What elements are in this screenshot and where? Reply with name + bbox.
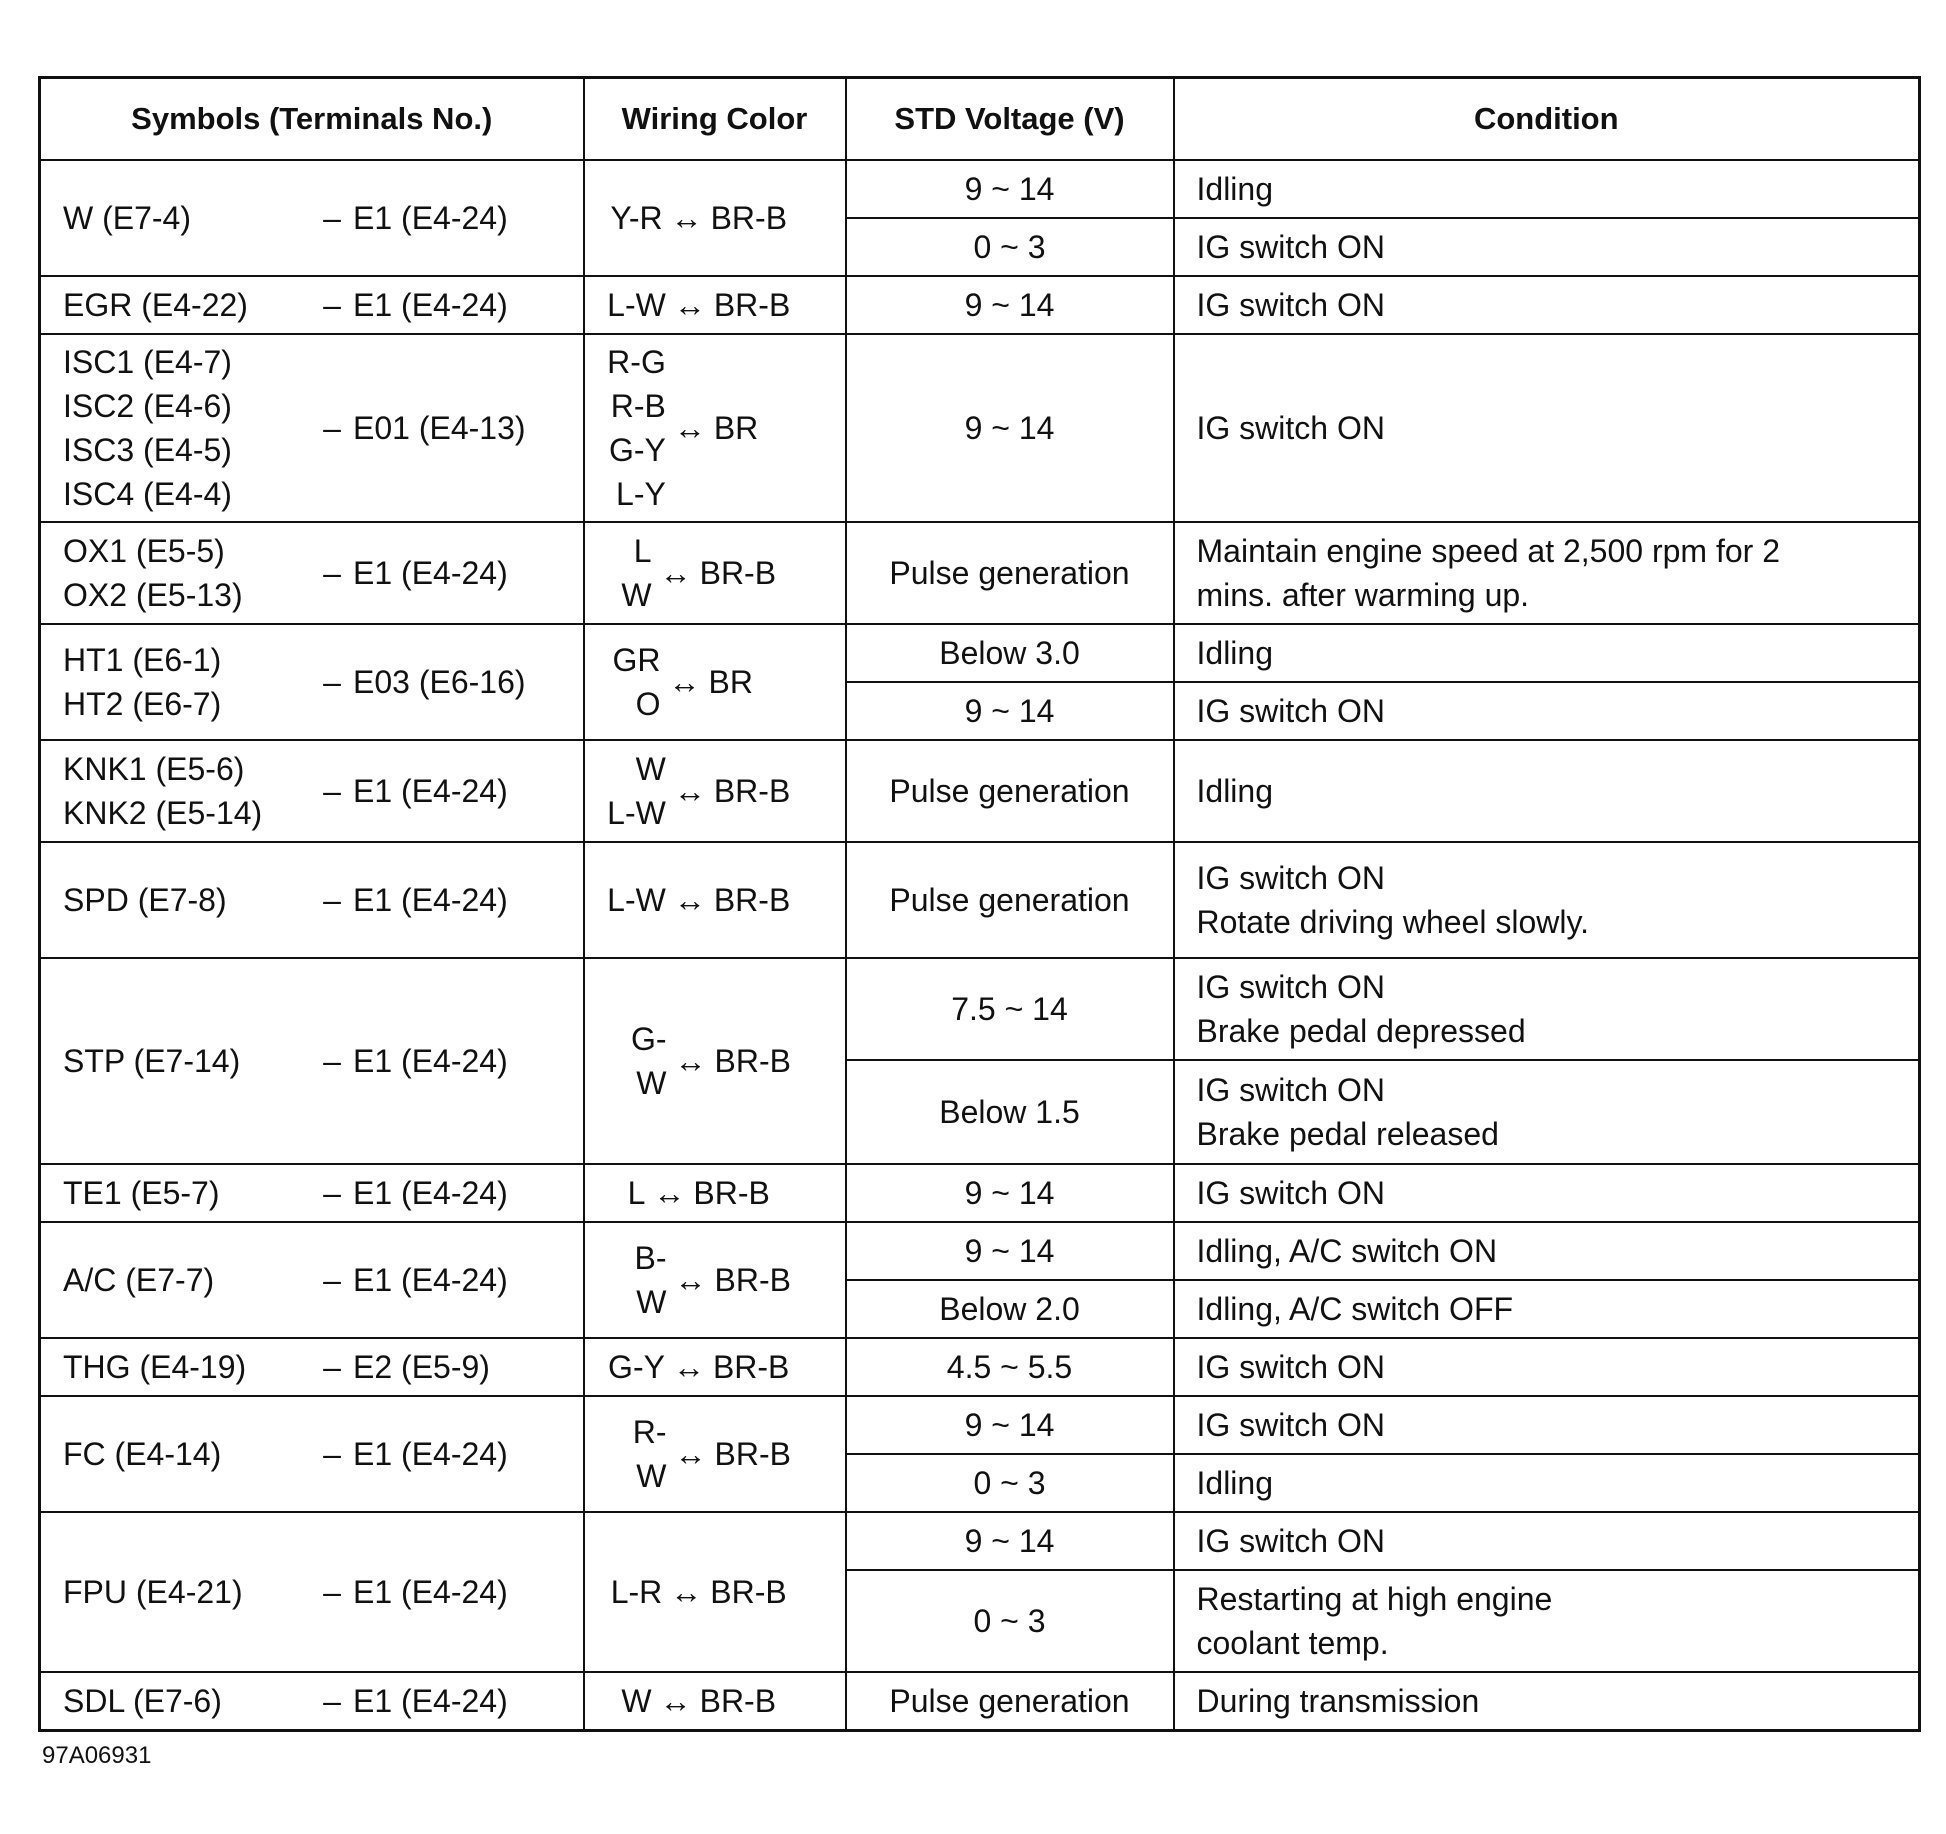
symbol-terminal: HT1 (E6-1) HT2 (E6-7) xyxy=(63,642,222,722)
wire-color-from: L-W xyxy=(607,882,666,918)
bidirectional-arrow-icon: ↔ xyxy=(673,410,706,446)
std-voltage-cell: Pulse generation xyxy=(846,740,1174,842)
table-row xyxy=(40,522,1920,624)
symbol-cell xyxy=(40,1222,584,1338)
symbol-ground-terminal: E1 (E4-24) xyxy=(353,1436,508,1472)
wire-color-from: GR O xyxy=(612,642,661,722)
bidirectional-arrow-icon: ↔ xyxy=(672,1349,705,1385)
symbol-dash: – xyxy=(323,200,341,236)
wire-color-to: BR-B xyxy=(713,773,791,809)
symbol-dash: – xyxy=(323,882,341,918)
wire-color-to: BR-B xyxy=(714,1436,791,1472)
bidirectional-arrow-icon: ↔ xyxy=(659,1682,692,1719)
symbol-pair xyxy=(63,1039,561,1083)
wiring-color-cell xyxy=(584,1512,846,1672)
table-row xyxy=(40,1396,1920,1454)
table-row xyxy=(40,1338,1920,1396)
condition-cell: Idling xyxy=(1174,1454,1920,1512)
bidirectional-arrow-icon: ↔ xyxy=(673,773,706,809)
wiring-pair xyxy=(607,747,823,835)
voltage-spec-table xyxy=(38,76,1921,1732)
wiring-pair xyxy=(607,340,823,516)
std-voltage-cell: 0 ~ 3 xyxy=(846,218,1174,276)
symbol-pair xyxy=(63,638,561,726)
wire-color-to: BR-B xyxy=(699,555,777,591)
symbol-dash: – xyxy=(323,287,341,323)
symbol-pair xyxy=(63,340,561,516)
symbol-pair xyxy=(63,1432,561,1476)
symbol-cell xyxy=(40,958,584,1164)
symbol-terminal: A/C (E7-7) xyxy=(63,1262,215,1298)
symbol-ground-terminal: E1 (E4-24) xyxy=(353,1262,508,1298)
bidirectional-arrow-icon: ↔ xyxy=(659,555,692,591)
std-voltage-cell: 4.5 ~ 5.5 xyxy=(846,1338,1174,1396)
table-row xyxy=(40,740,1920,842)
condition-cell: Maintain engine speed at 2,500 rpm for 2 mins. after warming up. xyxy=(1174,522,1920,624)
symbol-pair xyxy=(63,1258,561,1302)
condition-cell: IG switch ON Rotate driving wheel slowly. xyxy=(1174,842,1920,958)
symbol-cell xyxy=(40,334,584,522)
symbol-terminal: SPD (E7-8) xyxy=(63,882,227,918)
wiring-color-cell xyxy=(584,740,846,842)
bidirectional-arrow-icon: ↔ xyxy=(673,882,706,918)
std-voltage-cell: 9 ~ 14 xyxy=(846,682,1174,740)
symbol-dash: – xyxy=(323,555,341,591)
wiring-color-cell xyxy=(584,1672,846,1730)
condition-cell: Idling, A/C switch ON xyxy=(1174,1222,1920,1280)
bidirectional-arrow-icon: ↔ xyxy=(670,200,703,236)
std-voltage-cell: 9 ~ 14 xyxy=(846,276,1174,334)
bidirectional-arrow-icon: ↔ xyxy=(670,1574,703,1610)
std-voltage-cell: 0 ~ 3 xyxy=(846,1454,1174,1512)
header-symbols: Symbols (Terminals No.) xyxy=(40,78,584,161)
wiring-color-cell xyxy=(584,160,846,276)
wiring-pair xyxy=(607,1017,823,1105)
wire-color-to: BR-B xyxy=(710,1574,787,1610)
table-row xyxy=(40,1164,1920,1222)
symbol-dash: – xyxy=(323,1262,341,1298)
symbol-cell xyxy=(40,522,584,624)
std-voltage-cell: 9 ~ 14 xyxy=(846,1512,1174,1570)
symbol-dash: – xyxy=(323,1175,341,1211)
header-condition: Condition xyxy=(1174,78,1920,161)
symbol-terminal: EGR (E4-22) xyxy=(63,287,248,323)
wire-color-to: BR-B xyxy=(710,200,788,236)
wiring-color-cell xyxy=(584,276,846,334)
condition-cell: Idling xyxy=(1174,624,1920,682)
table-row xyxy=(40,958,1920,1060)
symbol-terminal: KNK1 (E5-6) KNK2 (E5-14) xyxy=(63,751,263,831)
wire-color-from: G-Y xyxy=(608,1349,665,1385)
wire-color-to: BR xyxy=(713,410,759,446)
std-voltage-cell: 7.5 ~ 14 xyxy=(846,958,1174,1060)
symbol-terminal: SDL (E7-6) xyxy=(63,1682,222,1719)
wire-color-from: L xyxy=(627,1175,646,1211)
wire-color-from: L-W xyxy=(607,287,666,323)
wiring-pair xyxy=(607,638,823,726)
wiring-pair xyxy=(607,878,823,922)
symbol-terminal: FC (E4-14) xyxy=(63,1436,222,1472)
wiring-color-cell xyxy=(584,1222,846,1338)
std-voltage-cell: Below 3.0 xyxy=(846,624,1174,682)
wire-color-from: B-W xyxy=(634,1240,667,1320)
symbol-terminal: W (E7-4) xyxy=(63,200,191,236)
symbol-pair xyxy=(63,1679,561,1723)
wiring-pair xyxy=(607,1570,823,1614)
bidirectional-arrow-icon: ↔ xyxy=(674,1043,707,1079)
symbol-cell xyxy=(40,276,584,334)
symbol-pair xyxy=(63,1345,561,1389)
symbol-cell xyxy=(40,1512,584,1672)
table-row xyxy=(40,1222,1920,1280)
wire-color-from: R-W xyxy=(632,1414,667,1494)
symbol-cell xyxy=(40,1338,584,1396)
symbol-ground-terminal: E1 (E4-24) xyxy=(353,773,508,809)
wire-color-to: BR xyxy=(708,664,753,700)
symbol-pair xyxy=(63,529,561,617)
wiring-color-cell xyxy=(584,1164,846,1222)
wire-color-from: R-G R-B G-Y L-Y xyxy=(607,344,666,512)
condition-cell: IG switch ON xyxy=(1174,1164,1920,1222)
table-row xyxy=(40,842,1920,958)
wire-color-from: Y-R xyxy=(610,200,663,236)
wiring-color-cell xyxy=(584,1396,846,1512)
header-std-voltage: STD Voltage (V) xyxy=(846,78,1174,161)
symbol-cell xyxy=(40,1164,584,1222)
wire-color-from: L W xyxy=(621,533,652,613)
symbol-dash: – xyxy=(323,410,341,446)
wiring-color-cell xyxy=(584,624,846,740)
wire-color-to: BR-B xyxy=(693,1175,770,1211)
condition-cell: Idling, A/C switch OFF xyxy=(1174,1280,1920,1338)
wiring-color-cell xyxy=(584,958,846,1164)
symbol-ground-terminal: E1 (E4-24) xyxy=(353,1682,508,1719)
wire-color-to: BR-B xyxy=(713,287,791,323)
symbol-terminal: THG (E4-19) xyxy=(63,1349,247,1385)
wiring-color-cell xyxy=(584,334,846,522)
wiring-pair xyxy=(607,283,823,327)
figure-code: 97A06931 xyxy=(42,1742,152,1769)
std-voltage-cell: 9 ~ 14 xyxy=(846,1396,1174,1454)
bidirectional-arrow-icon: ↔ xyxy=(674,1436,707,1472)
symbol-pair xyxy=(63,1570,561,1614)
symbol-pair xyxy=(63,878,561,922)
std-voltage-cell: Pulse generation xyxy=(846,522,1174,624)
symbol-pair xyxy=(63,1171,561,1215)
symbol-dash: – xyxy=(323,1436,341,1472)
wire-color-from: W L-W xyxy=(607,751,666,831)
symbol-cell xyxy=(40,740,584,842)
wire-color-from: L-R xyxy=(610,1574,663,1610)
symbol-pair xyxy=(63,747,561,835)
wire-color-to: BR-B xyxy=(714,1043,791,1079)
bidirectional-arrow-icon: ↔ xyxy=(673,287,706,323)
wire-color-to: BR-B xyxy=(714,1262,791,1298)
std-voltage-cell: Below 2.0 xyxy=(846,1280,1174,1338)
wiring-pair xyxy=(607,529,823,617)
symbol-terminal: ISC1 (E4-7) ISC2 (E4-6) ISC3 (E4-5) ISC4 (E4-4) xyxy=(63,344,232,512)
symbol-terminal: FPU (E4-21) xyxy=(63,1574,243,1610)
condition-cell: Idling xyxy=(1174,740,1920,842)
wiring-pair xyxy=(607,1345,823,1389)
condition-cell: IG switch ON xyxy=(1174,1338,1920,1396)
header-row xyxy=(40,78,1920,161)
symbol-cell xyxy=(40,1672,584,1730)
std-voltage-cell: 0 ~ 3 xyxy=(846,1570,1174,1672)
condition-cell: IG switch ON xyxy=(1174,1512,1920,1570)
wiring-pair xyxy=(607,1679,823,1723)
symbol-pair xyxy=(63,196,561,240)
symbol-ground-terminal: E03 (E6-16) xyxy=(353,664,526,700)
symbol-dash: – xyxy=(323,1574,341,1610)
wiring-color-cell xyxy=(584,842,846,958)
table-row xyxy=(40,334,1920,522)
std-voltage-cell: Pulse generation xyxy=(846,842,1174,958)
condition-cell: Idling xyxy=(1174,160,1920,218)
bidirectional-arrow-icon: ↔ xyxy=(668,664,701,700)
symbol-dash: – xyxy=(323,1682,341,1719)
wiring-pair xyxy=(607,1171,823,1215)
symbol-ground-terminal: E1 (E4-24) xyxy=(353,882,508,918)
symbol-cell xyxy=(40,160,584,276)
wiring-color-cell xyxy=(584,1338,846,1396)
condition-cell: IG switch ON xyxy=(1174,334,1920,522)
std-voltage-cell: 9 ~ 14 xyxy=(846,334,1174,522)
wire-color-to: BR-B xyxy=(699,1682,777,1719)
condition-cell: IG switch ON xyxy=(1174,276,1920,334)
table-row xyxy=(40,1672,1920,1730)
bidirectional-arrow-icon: ↔ xyxy=(653,1175,686,1211)
symbol-dash: – xyxy=(323,664,341,700)
symbol-dash: – xyxy=(323,773,341,809)
symbol-terminal: OX1 (E5-5) OX2 (E5-13) xyxy=(63,533,243,613)
wiring-color-cell xyxy=(584,522,846,624)
wiring-pair xyxy=(607,1236,823,1324)
symbol-ground-terminal: E1 (E4-24) xyxy=(353,287,508,323)
wiring-pair xyxy=(607,1410,823,1498)
table-row xyxy=(40,1512,1920,1570)
symbol-dash: – xyxy=(323,1349,341,1385)
std-voltage-cell: 9 ~ 14 xyxy=(846,160,1174,218)
symbol-ground-terminal: E1 (E4-24) xyxy=(353,555,508,591)
symbol-ground-terminal: E1 (E4-24) xyxy=(353,1043,508,1079)
condition-cell: IG switch ON xyxy=(1174,1396,1920,1454)
std-voltage-cell: Pulse generation xyxy=(846,1672,1174,1730)
condition-cell: Restarting at high engine coolant temp. xyxy=(1174,1570,1920,1672)
table-row xyxy=(40,276,1920,334)
symbol-pair xyxy=(63,283,561,327)
wiring-pair xyxy=(607,196,823,240)
symbol-terminal: TE1 (E5-7) xyxy=(63,1175,220,1211)
table-row xyxy=(40,624,1920,682)
symbol-ground-terminal: E1 (E4-24) xyxy=(353,1574,508,1610)
symbol-terminal: STP (E7-14) xyxy=(63,1043,241,1079)
wire-color-to: BR-B xyxy=(712,1349,790,1385)
symbol-ground-terminal: E1 (E4-24) xyxy=(353,1175,508,1211)
condition-cell: IG switch ON xyxy=(1174,218,1920,276)
condition-cell: IG switch ON xyxy=(1174,682,1920,740)
table-body xyxy=(40,160,1920,1730)
condition-cell: IG switch ON Brake pedal released xyxy=(1174,1060,1920,1164)
std-voltage-cell: 9 ~ 14 xyxy=(846,1222,1174,1280)
bidirectional-arrow-icon: ↔ xyxy=(674,1262,707,1298)
condition-cell: During transmission xyxy=(1174,1672,1920,1730)
symbol-cell xyxy=(40,842,584,958)
symbol-dash: – xyxy=(323,1043,341,1079)
header-wiring-color: Wiring Color xyxy=(584,78,846,161)
wire-color-from: G-W xyxy=(630,1021,667,1101)
symbol-ground-terminal: E01 (E4-13) xyxy=(353,410,526,446)
symbol-ground-terminal: E2 (E5-9) xyxy=(353,1349,490,1385)
condition-cell: IG switch ON Brake pedal depressed xyxy=(1174,958,1920,1060)
symbol-ground-terminal: E1 (E4-24) xyxy=(353,200,508,236)
std-voltage-cell: Below 1.5 xyxy=(846,1060,1174,1164)
wire-color-to: BR-B xyxy=(713,882,791,918)
symbol-cell xyxy=(40,1396,584,1512)
wire-color-from: W xyxy=(621,1682,652,1719)
std-voltage-cell: 9 ~ 14 xyxy=(846,1164,1174,1222)
symbol-cell xyxy=(40,624,584,740)
table-row xyxy=(40,160,1920,218)
